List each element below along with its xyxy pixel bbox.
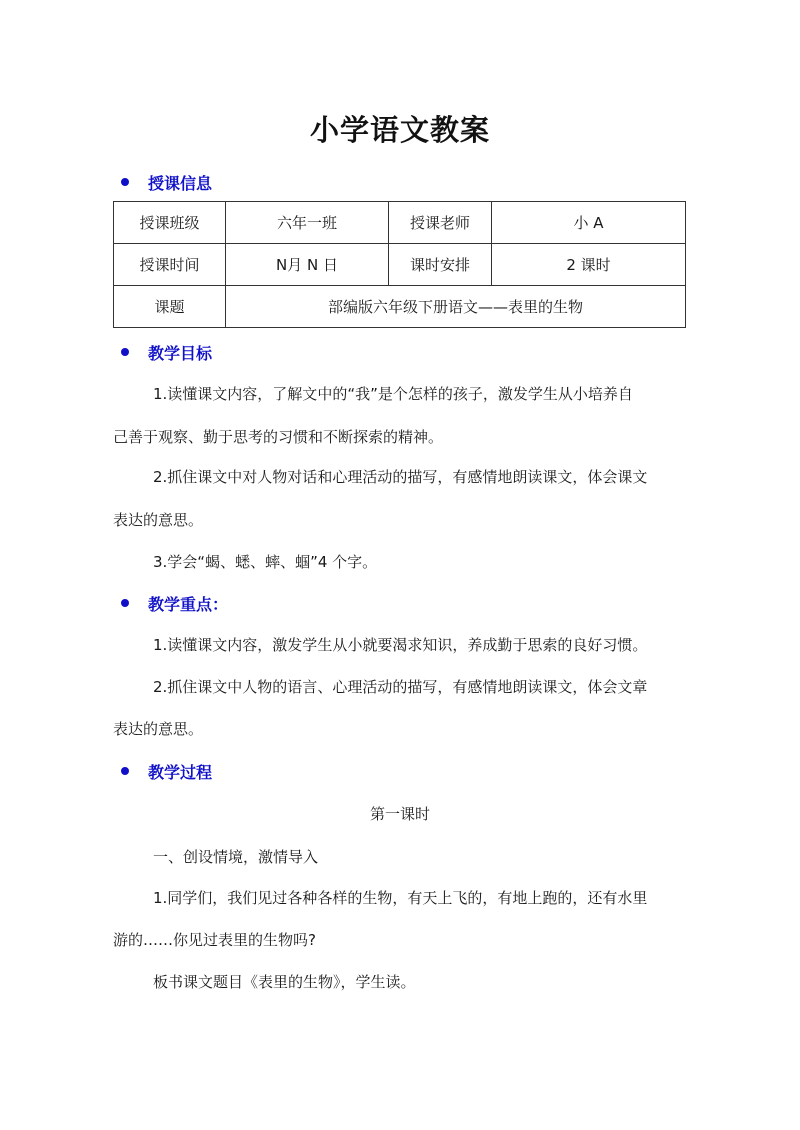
bullet-icon [121, 178, 129, 186]
section-heading-goals [121, 340, 212, 364]
lesson-heading: 第一课时 [369, 805, 430, 823]
time-value-cell: N月 N 日 [226, 244, 389, 286]
goal-2-line-1: 2.抓住课文中对人物对话和心理活动的描写，有感情地朗读课文，体会课文 [153, 468, 648, 486]
section-heading-label: 教学重点： [148, 594, 229, 614]
class-info-table [113, 201, 686, 328]
goal-1-line-1: 1.读懂课文内容，了解文中的“我”是个怎样的孩子，激发学生从小培养自 [153, 385, 633, 403]
class-value-cell: 六年一班 [226, 202, 389, 244]
table-row [114, 286, 686, 328]
table-row [114, 202, 686, 244]
key-point-1: 1.读懂课文内容，激发学生从小就要渴求知识，养成勤于思索的良好习惯。 [153, 636, 648, 654]
teacher-value-cell: 小 A [492, 202, 686, 244]
class-label-cell: 授课班级 [114, 202, 226, 244]
section-heading-label: 授课信息 [148, 173, 213, 193]
time-label-cell: 授课时间 [114, 244, 226, 286]
bullet-icon [121, 348, 129, 356]
section-heading-process [121, 759, 212, 783]
process-para-2: 板书课文题目《表里的生物》，学生读。 [153, 973, 416, 991]
process-para-1-line-2: 游的……你见过表里的生物吗? [113, 931, 316, 949]
process-para-1-line-1: 1.同学们，我们见过各种各样的生物，有天上飞的，有地上跑的，还有水里 [153, 889, 648, 907]
key-point-2-line-1: 2.抓住课文中人物的语言、心理活动的描写，有感情地朗读课文，体会文章 [153, 678, 648, 696]
section-heading-label: 教学过程 [148, 762, 213, 782]
key-point-2-line-2: 表达的意思。 [113, 720, 204, 738]
document-title: 小学语文教案 [309, 113, 490, 147]
goal-2-line-2: 表达的意思。 [113, 511, 204, 529]
teacher-label-cell: 授课老师 [389, 202, 492, 244]
section-heading-key-points [121, 591, 228, 615]
topic-value-cell: 部编版六年级下册语文——表里的生物 [226, 286, 686, 328]
bullet-icon [121, 767, 129, 775]
hours-value-cell: 2 课时 [492, 244, 686, 286]
goal-1-line-2: 己善于观察、勤于思考的习惯和不断探索的精神。 [113, 428, 444, 446]
section-heading-info [121, 170, 212, 194]
goal-3: 3.学会“蝎、蟋、蟀、蝈”4 个字。 [153, 553, 378, 571]
step-1-heading: 一、创设情境，激情导入 [153, 848, 319, 866]
topic-label-cell: 课题 [114, 286, 226, 328]
hours-label-cell: 课时安排 [389, 244, 492, 286]
section-heading-label: 教学目标 [148, 343, 213, 363]
bullet-icon [121, 599, 129, 607]
table-row [114, 244, 686, 286]
